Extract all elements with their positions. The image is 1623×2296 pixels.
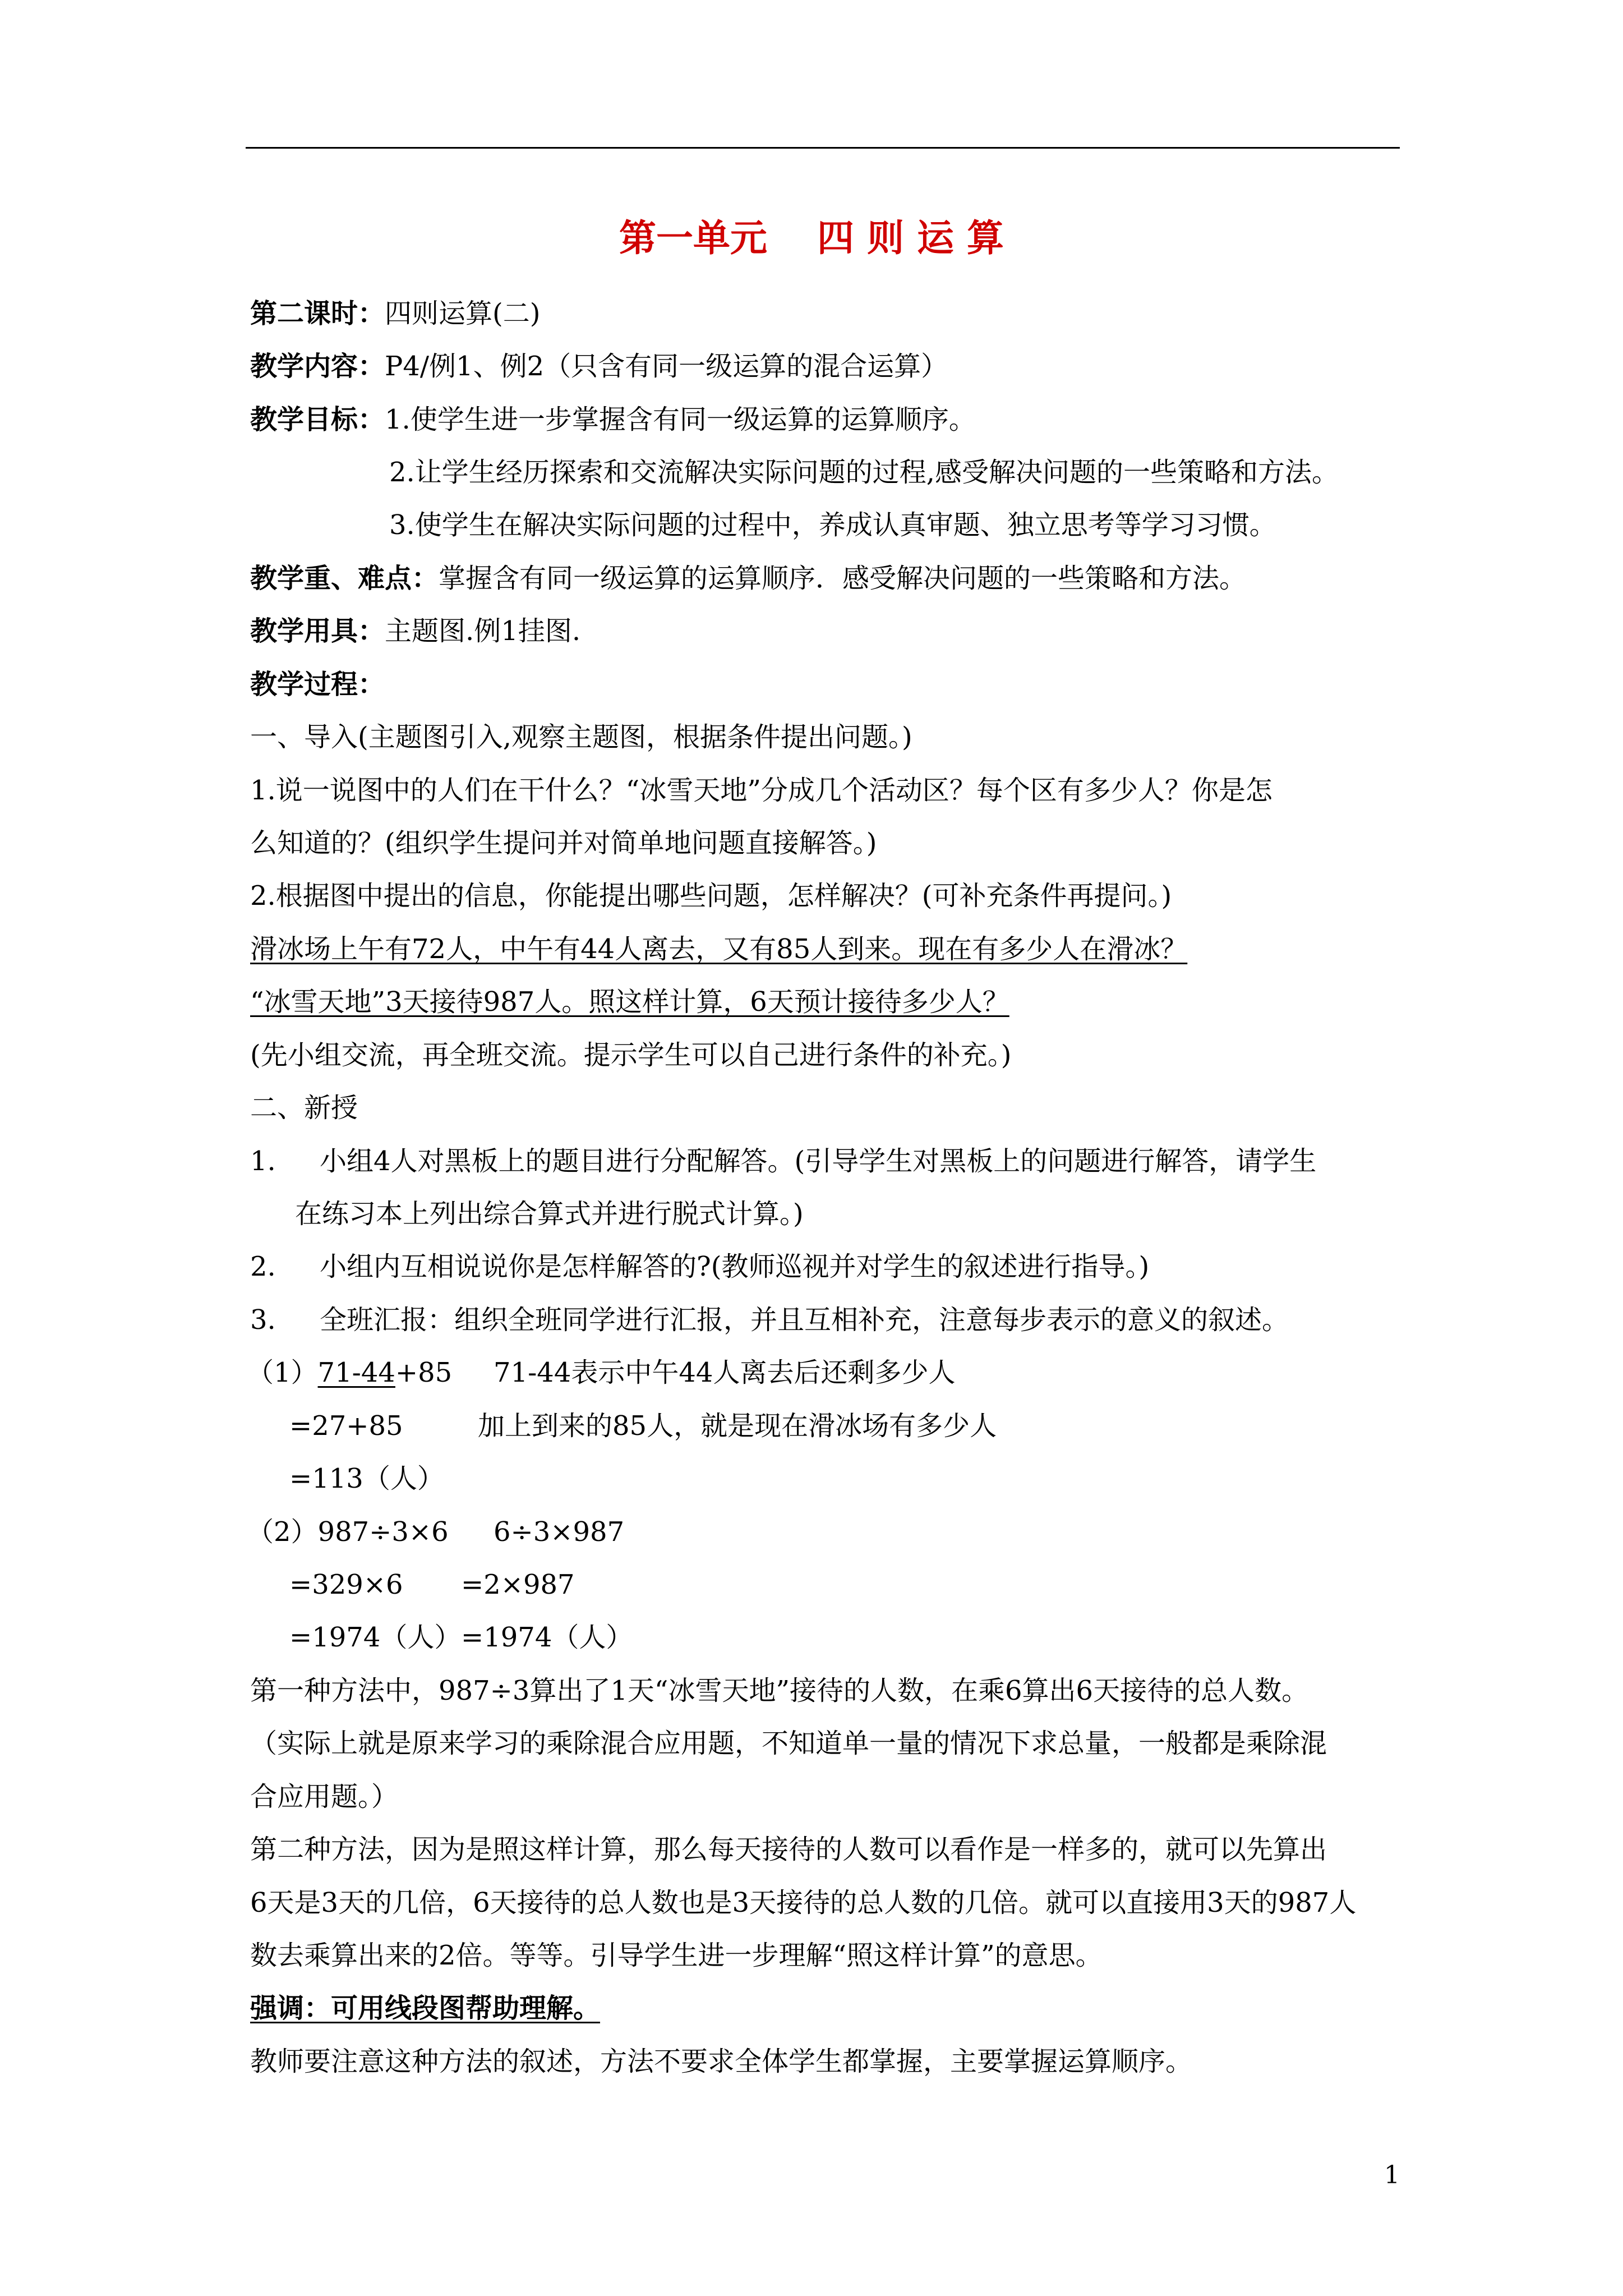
- step1-line1: 小组4人对黑板上的题目进行分配解答。(引导学生对黑板上的问题进行解答，请学生: [320, 1145, 1317, 1177]
- goals-line: [250, 406, 976, 433]
- key-line: [250, 565, 1246, 592]
- header-rule: [246, 147, 1400, 149]
- step2-text: 小组内互相说说你是怎样解答的?(教师巡视并对学生的叙述进行指导。): [320, 1251, 1150, 1282]
- calc1-expression: [247, 1359, 452, 1386]
- calc2-method-b-line2: =2×987: [461, 1569, 575, 1600]
- page-number: 1: [1384, 2161, 1400, 2189]
- intro-q1-line1: 1.说一说图中的人们在干什么？“冰雪天地”分成几个活动区？每个区有多少人？你是怎: [250, 775, 1272, 806]
- closing-note: 教师要注意这种方法的叙述，方法不要求全体学生都掌握，主要掌握运算顺序。: [250, 2046, 1193, 2077]
- calc1-rest: +85: [395, 1357, 453, 1388]
- lesson-line: [250, 300, 540, 327]
- calc2-method-a-line2: =329×6: [289, 1569, 403, 1600]
- intro-q2: 2.根据图中提出的信息，你能提出哪些问题，怎样解决？(可补充条件再提问。): [250, 880, 1172, 912]
- key-value: 掌握含有同一级运算的运算顺序．感受解决问题的一些策略和方法。: [439, 563, 1247, 594]
- goal-2: 2.让学生经历探索和交流解决实际问题的过程,感受解决问题的一些策略和方法。: [389, 457, 1339, 488]
- calc2-method-b-line3: =1974（人）: [461, 1622, 633, 1653]
- problem-1: 滑冰场上午有72人，中午有44人离去，又有85人到来。现在有多少人在滑冰？: [250, 933, 1188, 965]
- lesson-label: 第二课时：: [250, 298, 385, 329]
- calc1-label: （1）: [247, 1357, 318, 1388]
- calc2-a1: 987÷3×6: [317, 1516, 449, 1548]
- step2-number: 2.: [250, 1251, 276, 1282]
- content-line: [250, 353, 948, 380]
- process-label: 教学过程：: [250, 669, 385, 700]
- goal-1: 1.使学生进一步掌握含有同一级运算的运算顺序。: [385, 404, 976, 435]
- lesson-value: 四则运算(二): [385, 298, 541, 329]
- explanation-p2-line1: 第二种方法，因为是照这样计算，那么每天接待的人数可以看作是一样多的，就可以先算出: [250, 1834, 1327, 1865]
- intro-note: (先小组交流，再全班交流。提示学生可以自己进行条件的补充。): [250, 1039, 1012, 1071]
- explanation-p1-line2: （实际上就是原来学习的乘除混合应用题，不知道单一量的情况下求总量，一般都是乘除混: [250, 1728, 1327, 1759]
- goal-3: 3.使学生在解决实际问题的过程中，养成认真审题、独立思考等学习习惯。: [389, 509, 1276, 541]
- calc2-method-a-line3: =1974（人）: [289, 1622, 462, 1653]
- content-value: P4/例1、例2（只含有同一级运算的混合运算）: [385, 351, 948, 382]
- calc1-explanation-1: 71-44表示中午44人离去后还剩多少人: [494, 1357, 956, 1388]
- tools-value: 主题图.例1挂图.: [385, 615, 581, 647]
- explanation-p2-line2: 6天是3天的几倍，6天接待的总人数也是3天接待的总人数的几倍。就可以直接用3天的987人: [250, 1887, 1357, 1918]
- step3-text: 全班汇报：组织全班同学进行汇报，并且互相补充，注意每步表示的意义的叙述。: [320, 1304, 1289, 1336]
- explanation-p1-line1: 第一种方法中，987÷3算出了1天“冰雪天地”接待的人数，在乘6算出6天接待的总人数。: [250, 1675, 1309, 1706]
- calc1-explanation-2: 加上到来的85人，就是现在滑冰场有多少人: [478, 1410, 997, 1442]
- problem-2: “冰雪天地”3天接待987人。照这样计算，6天预计接待多少人？: [250, 986, 1009, 1018]
- tools-line: [250, 615, 581, 647]
- tools-label: 教学用具：: [250, 615, 385, 647]
- calc1-underlined-part: 71-44: [317, 1357, 395, 1388]
- step1-line2: 在练习本上列出综合算式并进行脱式计算。): [295, 1198, 804, 1230]
- key-label: 教学重、难点：: [250, 563, 439, 594]
- calc2-method-a-line1: [247, 1516, 449, 1548]
- goals-label: 教学目标：: [250, 404, 385, 435]
- intro-q1-line2: 么知道的？(组织学生提问并对简单地问题直接解答。): [250, 827, 877, 859]
- emphasis-note: 强调：可用线段图帮助理解。: [250, 1993, 601, 2024]
- explanation-p2-line3: 数去乘算出来的2倍。等等。引导学生进一步理解“照这样计算”的意思。: [250, 1940, 1103, 1971]
- content-label: 教学内容：: [250, 351, 385, 382]
- calc1-step2: =27+85: [289, 1410, 403, 1442]
- intro-heading: 一、导入(主题图引入,观察主题图，根据条件提出问题。): [250, 721, 912, 753]
- step1-number: 1.: [250, 1145, 276, 1177]
- new-lesson-heading: 二、新授: [250, 1092, 358, 1124]
- step3-number: 3.: [250, 1304, 276, 1336]
- calc2-method-b-line1: 6÷3×987: [494, 1516, 625, 1548]
- calc1-step3: =113（人）: [289, 1463, 444, 1494]
- calc2-label: （2）: [247, 1516, 318, 1548]
- explanation-p1-line3: 合应用题。）: [250, 1781, 399, 1812]
- page-title: 第一单元 四 则 运 算: [619, 217, 1004, 260]
